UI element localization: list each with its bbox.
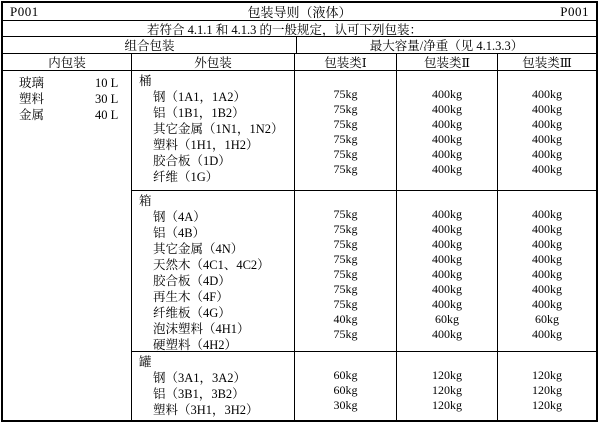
max-net-mass-value: 60kg (435, 312, 459, 326)
max-net-mass-value: 75kg (333, 282, 358, 296)
max-net-mass-value: 60kg (333, 383, 358, 397)
outer-section (132, 191, 596, 352)
max-net-mass-value: 40kg (333, 312, 358, 326)
max-net-mass-value: 400kg (432, 327, 462, 341)
max-net-mass-value: 120kg (532, 398, 562, 412)
outer-material-label: 泡沫塑料（4H1） (153, 322, 250, 336)
packing-group-2-values (397, 352, 498, 420)
max-net-mass-value: 30kg (333, 398, 358, 412)
outer-packaging-sections (132, 71, 596, 420)
max-net-mass-value: 400kg (532, 207, 562, 221)
condition-text: 若符合 4.1.1 和 4.1.3 的一般规定，认可下列包装： (146, 22, 422, 37)
packing-group-3-values (498, 352, 596, 420)
packing-group-1-values (295, 191, 397, 351)
max-net-mass-value: 400kg (532, 117, 562, 131)
max-net-mass-value: 400kg (532, 87, 562, 101)
max-net-mass-value: 400kg (432, 207, 462, 221)
max-net-mass-value: 400kg (532, 282, 562, 296)
instruction-code-left: P001 (10, 3, 39, 19)
inner-packaging-cell (3, 71, 132, 420)
outer-material-column (132, 71, 295, 190)
packing-group-3-values (498, 71, 596, 190)
max-net-mass-value: 400kg (432, 132, 462, 146)
packing-group-2-values (397, 191, 498, 351)
packing-group-3-values (498, 191, 596, 351)
max-net-mass-value: 400kg (532, 102, 562, 116)
max-net-mass-value: 75kg (333, 102, 358, 116)
outer-material-label: 胶合板（1D） (153, 154, 231, 168)
packing-group-1-values (295, 71, 397, 190)
max-net-mass-value: 120kg (532, 368, 562, 382)
max-net-mass-value: 75kg (333, 162, 358, 176)
section-category-label: 罐 (139, 355, 152, 369)
outer-material-label: 铝（3B1，3B2） (153, 387, 245, 401)
outer-section (132, 352, 596, 420)
max-net-mass-value: 75kg (333, 267, 358, 281)
outer-material-label: 铝（4B） (153, 226, 206, 240)
outer-section (132, 71, 596, 191)
max-capacity-header: 最大容量/净重（见 4.1.3.3） (369, 39, 524, 53)
max-net-mass-value: 400kg (432, 102, 462, 116)
max-net-mass-value: 75kg (333, 237, 358, 251)
outer-material-label: 天然木（4C1、4C2） (153, 258, 270, 272)
max-net-mass-value: 400kg (432, 267, 462, 281)
max-net-mass-value: 400kg (432, 117, 462, 131)
max-net-mass-value: 400kg (432, 252, 462, 266)
outer-material-label: 纤维板（4G） (153, 306, 231, 320)
outer-material-column (132, 352, 295, 420)
max-net-mass-value: 120kg (432, 398, 462, 412)
max-net-mass-value: 75kg (333, 252, 358, 266)
packing-group-1-values (295, 352, 397, 420)
outer-material-label: 纤维（1G） (153, 170, 219, 184)
max-net-mass-value: 400kg (532, 162, 562, 176)
column-header-row (3, 54, 596, 71)
max-net-mass-value: 120kg (432, 368, 462, 382)
max-net-mass-value: 400kg (532, 297, 562, 311)
inner-packaging-row (3, 75, 131, 91)
max-net-mass-value: 75kg (333, 327, 358, 341)
inner-capacity-value: 10 L (95, 76, 119, 90)
max-net-mass-value: 400kg (532, 327, 562, 341)
max-net-mass-value: 60kg (535, 312, 559, 326)
inner-packaging-header: 内包装 (3, 54, 132, 70)
outer-packaging-header: 外包装 (132, 54, 295, 70)
max-net-mass-value: 120kg (532, 383, 562, 397)
max-net-mass-value: 75kg (333, 87, 358, 101)
max-net-mass-value: 75kg (333, 132, 358, 146)
outer-material-label: 胶合板（4D） (153, 274, 231, 288)
outer-material-label: 再生木（4F） (153, 290, 229, 304)
inner-packaging-row (3, 107, 131, 123)
outer-material-label: 铝（1B1，1B2） (153, 106, 245, 120)
outer-material-label: 钢（1A1，1A2） (153, 90, 247, 104)
combination-packaging-header: 组合包装 (3, 37, 297, 53)
max-net-mass-value: 75kg (333, 117, 358, 131)
max-net-mass-value: 75kg (333, 222, 358, 236)
max-net-mass-value: 400kg (432, 222, 462, 236)
title-row (3, 3, 596, 21)
max-net-mass-value: 400kg (432, 297, 462, 311)
table-body (3, 71, 596, 420)
max-net-mass-value: 400kg (432, 147, 462, 161)
outer-material-label: 钢（4A） (153, 210, 206, 224)
outer-material-label: 硬塑料（4H2） (153, 338, 238, 351)
max-net-mass-value: 400kg (432, 282, 462, 296)
packing-group-3-header: 包装类Ⅲ (522, 56, 572, 70)
outer-material-label: 钢（3A1，3A2） (153, 371, 247, 385)
outer-material-label: 其它金属（1N1，1N2） (153, 122, 284, 136)
outer-material-label: 塑料（1H1，1H2） (153, 138, 259, 152)
max-net-mass-value: 400kg (532, 222, 562, 236)
max-net-mass-value: 75kg (333, 147, 358, 161)
inner-packaging-row (3, 91, 131, 107)
outer-material-column (132, 191, 295, 351)
inner-material-label: 金属 (19, 108, 45, 122)
packing-group-2-header: 包装类Ⅱ (397, 54, 498, 70)
max-net-mass-value: 400kg (532, 132, 562, 146)
packing-group-2-values (397, 71, 498, 190)
max-net-mass-value: 400kg (432, 87, 462, 101)
max-net-mass-value: 400kg (532, 267, 562, 281)
inner-material-label: 玻璃 (19, 76, 45, 90)
max-net-mass-value: 60kg (333, 368, 358, 382)
outer-material-label: 其它金属（4N） (153, 242, 244, 256)
section-category-label: 桶 (139, 74, 152, 88)
max-net-mass-value: 400kg (532, 252, 562, 266)
max-net-mass-value: 120kg (432, 383, 462, 397)
max-net-mass-value: 400kg (532, 147, 562, 161)
instruction-title: 包装导则（液体） (247, 5, 352, 20)
outer-material-label: 塑料（3H1，3H2） (153, 403, 259, 417)
packing-instruction-table (1, 1, 598, 422)
group-header-row (3, 37, 596, 54)
instruction-code-right: P001 (560, 3, 589, 19)
inner-capacity-value: 40 L (95, 108, 119, 122)
max-net-mass-value: 400kg (432, 162, 462, 176)
section-category-label: 箱 (139, 194, 152, 208)
packing-group-1-header: 包装类Ⅰ (295, 54, 397, 70)
max-net-mass-value: 75kg (333, 297, 358, 311)
inner-capacity-value: 30 L (95, 92, 119, 106)
max-net-mass-value: 400kg (532, 237, 562, 251)
max-net-mass-value: 75kg (333, 207, 358, 221)
max-net-mass-value: 400kg (432, 237, 462, 251)
inner-material-label: 塑料 (19, 92, 45, 106)
condition-row (3, 21, 596, 37)
